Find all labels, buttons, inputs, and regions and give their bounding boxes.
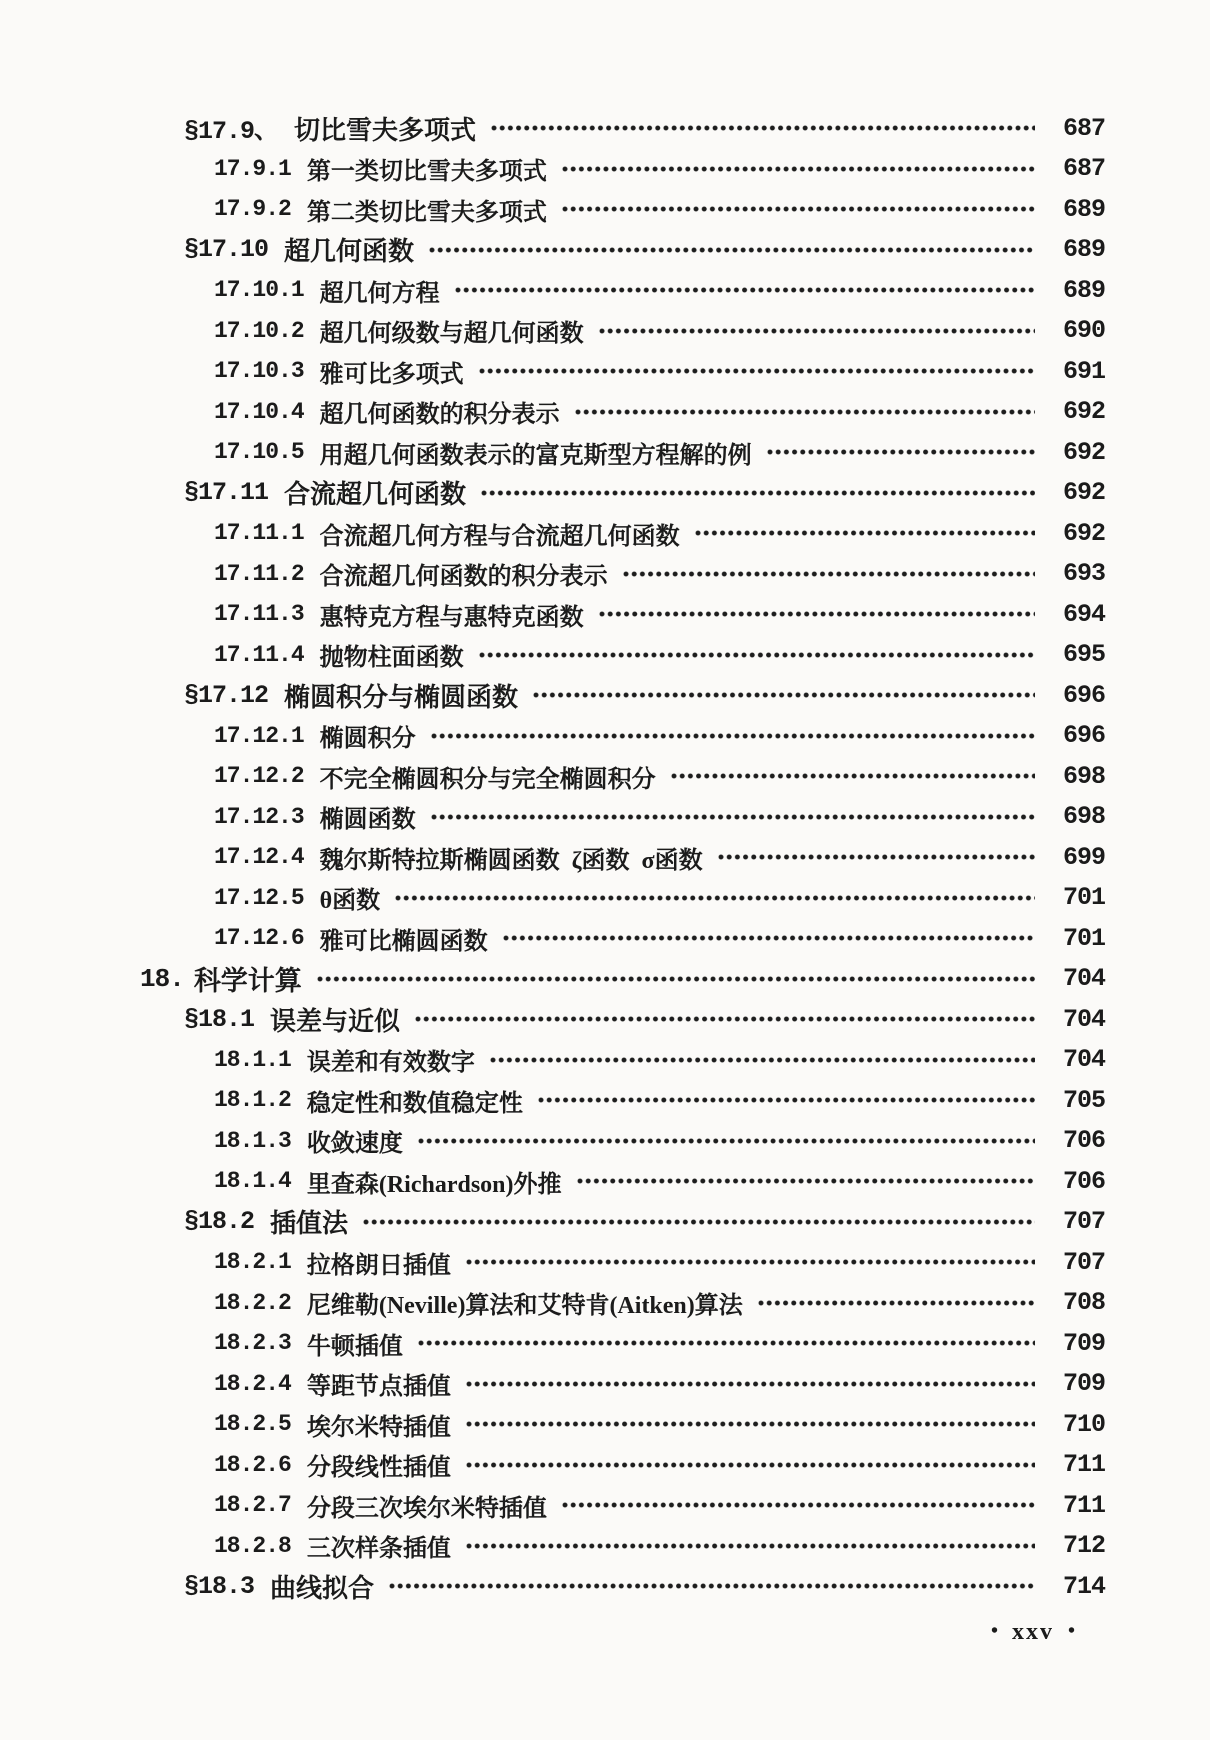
toc-entry-number: 17.12.4 xyxy=(214,844,304,871)
toc-entry-number: 18.1.2 xyxy=(214,1087,291,1114)
toc-entry-title: 椭圆函数 xyxy=(319,807,416,834)
toc-entry-number: 18.2.3 xyxy=(214,1330,291,1357)
toc-entry-number: 17.12.2 xyxy=(214,763,304,790)
dot-leader xyxy=(694,529,1035,537)
toc-entry-title: 抛物柱面函数 xyxy=(319,645,464,672)
toc-entry-number: §18.2 xyxy=(184,1207,255,1237)
dot-leader xyxy=(561,1501,1035,1509)
toc-entry-page: 698 xyxy=(1062,761,1105,791)
toc-entry-number: 18.2.7 xyxy=(214,1492,291,1519)
toc-entry-page: 709 xyxy=(1062,1369,1105,1399)
toc-entry-page: 707 xyxy=(1062,1207,1105,1237)
dot-leader xyxy=(576,1177,1036,1185)
toc-entry-number: 17.11.4 xyxy=(214,641,304,668)
dot-leader xyxy=(394,894,1035,902)
toc-entry-number: 18.1.4 xyxy=(214,1168,291,1195)
toc-entry-page: 689 xyxy=(1062,235,1105,265)
toc-entry xyxy=(140,837,1105,878)
dot-leader xyxy=(502,934,1035,942)
toc-entry-number: 17.10.1 xyxy=(214,277,304,304)
toc-entry-page: 711 xyxy=(1062,1450,1105,1480)
dot-leader xyxy=(465,1461,1035,1469)
toc-entry-title: 椭圆积分与椭圆函数 xyxy=(284,682,519,712)
toc-entry-page: 704 xyxy=(1062,964,1105,994)
toc-entry-title: 椭圆积分 xyxy=(319,726,416,753)
toc-entry-page: 693 xyxy=(1062,559,1105,589)
toc-entry-title: θ函数 xyxy=(319,888,381,915)
toc-entry-page: 706 xyxy=(1062,1126,1105,1156)
toc-entry-page: 689 xyxy=(1062,275,1105,305)
toc-entry-page: 689 xyxy=(1062,194,1105,224)
toc-entry-title: 收敛速度 xyxy=(306,1131,403,1158)
toc-entry-page: 709 xyxy=(1062,1328,1105,1358)
toc-entry-title: 第一类切比雪夫多项式 xyxy=(306,159,547,186)
toc-entry-title: 等距节点插值 xyxy=(306,1374,451,1401)
toc-entry-page: 701 xyxy=(1062,923,1105,953)
toc-entry xyxy=(140,554,1105,595)
dot-leader xyxy=(480,489,1035,497)
toc-entry-number: 17.9.2 xyxy=(214,196,291,223)
dot-leader xyxy=(537,1096,1035,1104)
toc-entry xyxy=(140,351,1105,392)
toc-entry-number: 18.1.3 xyxy=(214,1127,291,1154)
toc-entry-title: 尼维勒(Neville)算法和艾特肯(Aitken)算法 xyxy=(306,1293,743,1320)
toc-entry-page: 687 xyxy=(1062,154,1105,184)
toc-entry-page: 711 xyxy=(1062,1490,1105,1520)
toc-entry xyxy=(140,1121,1105,1162)
toc-entry-number: 18.2.8 xyxy=(214,1532,291,1559)
toc-entry-page: 714 xyxy=(1062,1571,1105,1601)
toc-entry-page: 710 xyxy=(1062,1409,1105,1439)
toc-entry-number: 17.12.6 xyxy=(214,925,304,952)
toc-entry-number: §17.12 xyxy=(184,680,269,710)
dot-leader xyxy=(478,651,1035,659)
toc-entry xyxy=(140,999,1105,1040)
toc-entry-number: 17.12.1 xyxy=(214,722,304,749)
dot-leader xyxy=(532,691,1035,699)
toc-entry-title: 分段线性插值 xyxy=(306,1455,451,1482)
toc-entry-page: 695 xyxy=(1062,640,1105,670)
toc-entry-number: 17.10.3 xyxy=(214,358,304,385)
toc-entry xyxy=(140,392,1105,433)
toc-entry-title: 用超几何函数表示的富克斯型方程解的例 xyxy=(319,442,752,469)
toc-entry xyxy=(140,1202,1105,1243)
dot-leader xyxy=(561,205,1035,213)
toc-entry xyxy=(140,1161,1105,1202)
toc-entry-title: 埃尔米特插值 xyxy=(306,1414,451,1441)
toc-entry-number: 17.11.2 xyxy=(214,560,304,587)
toc-entry-title: 牛顿插值 xyxy=(306,1333,403,1360)
dot-leader xyxy=(598,610,1035,618)
toc-entry xyxy=(140,432,1105,473)
toc-entry-title: 误差与近似 xyxy=(270,1006,401,1036)
toc-entry xyxy=(140,1242,1105,1283)
dot-leader xyxy=(766,448,1035,456)
toc-entry xyxy=(140,189,1105,230)
toc-entry-page: 707 xyxy=(1062,1247,1105,1277)
toc-entry-number: §18.3 xyxy=(184,1571,255,1601)
dot-leader xyxy=(316,975,1035,983)
toc-entry-title: 合流超几何方程与合流超几何函数 xyxy=(319,523,680,550)
toc-entry xyxy=(140,513,1105,554)
dot-leader xyxy=(417,1339,1035,1347)
toc-entry xyxy=(140,1526,1105,1567)
toc-entry-title: 拉格朗日插值 xyxy=(306,1252,451,1279)
toc-entry-number: 17.11.3 xyxy=(214,601,304,628)
toc-entry-number: 17.12.3 xyxy=(214,803,304,830)
toc-entry xyxy=(140,473,1105,514)
toc-entry-number: §18.1 xyxy=(184,1004,255,1034)
dot-leader xyxy=(717,853,1035,861)
toc-entry-page: 704 xyxy=(1062,1045,1105,1075)
toc-entry-page: 692 xyxy=(1062,478,1105,508)
toc-entry xyxy=(140,594,1105,635)
dot-leader xyxy=(598,327,1035,335)
dot-leader xyxy=(670,772,1035,780)
toc-entry-number: 18.2.4 xyxy=(214,1370,291,1397)
toc-entry-page: 696 xyxy=(1062,680,1105,710)
toc-entry xyxy=(140,1323,1105,1364)
dot-leader xyxy=(478,367,1035,375)
dot-leader xyxy=(757,1299,1035,1307)
toc-entry xyxy=(140,1566,1105,1607)
dot-leader xyxy=(388,1582,1035,1590)
footer-bullet-left: • xyxy=(990,1619,998,1642)
dot-leader xyxy=(561,165,1035,173)
toc-list xyxy=(140,108,1105,1607)
toc-entry-page: 696 xyxy=(1062,721,1105,751)
toc-entry-title: 插值法 xyxy=(270,1209,349,1239)
dot-leader xyxy=(622,570,1035,578)
toc-entry xyxy=(140,675,1105,716)
toc-entry-number: 17.11.1 xyxy=(214,520,304,547)
toc-entry-page: 690 xyxy=(1062,316,1105,346)
dot-leader xyxy=(414,1015,1035,1023)
toc-entry-title: 雅可比椭圆函数 xyxy=(319,928,488,955)
toc-entry xyxy=(140,797,1105,838)
toc-entry-number: 17.10.4 xyxy=(214,398,304,425)
dot-leader xyxy=(417,1137,1035,1145)
toc-entry xyxy=(140,230,1105,271)
toc-entry xyxy=(140,716,1105,757)
toc-entry xyxy=(140,635,1105,676)
toc-entry xyxy=(140,270,1105,311)
toc-entry-number: 17.9.1 xyxy=(214,155,291,182)
toc-entry-title: 科学计算 xyxy=(193,966,302,997)
toc-entry-page: 701 xyxy=(1062,883,1105,913)
dot-leader xyxy=(430,813,1035,821)
footer-page-number: xxv xyxy=(1011,1618,1054,1645)
toc-entry-title: 惠特克方程与惠特克函数 xyxy=(319,604,584,631)
toc-entry-page: 705 xyxy=(1062,1085,1105,1115)
dot-leader xyxy=(362,1218,1035,1226)
toc-entry-title: 不完全椭圆积分与完全椭圆积分 xyxy=(319,766,656,793)
dot-leader xyxy=(465,1258,1035,1266)
toc-entry xyxy=(140,959,1105,1000)
toc-entry-title: 曲线拟合 xyxy=(270,1573,375,1603)
dot-leader xyxy=(489,1056,1035,1064)
toc-entry-title: 合流超几何函数 xyxy=(284,480,467,510)
toc-entry xyxy=(140,311,1105,352)
toc-entry-number: §17.11 xyxy=(184,478,269,508)
toc-entry-number: 18.2.6 xyxy=(214,1451,291,1478)
toc-entry-title: 魏尔斯特拉斯椭圆函数 ζ函数 σ函数 xyxy=(319,847,703,874)
toc-entry-title: 超几何方程 xyxy=(319,280,440,307)
toc-entry-title: 里查森(Richardson)外推 xyxy=(306,1171,562,1198)
toc-entry-page: 708 xyxy=(1062,1288,1105,1318)
toc-entry-number: 18.2.5 xyxy=(214,1411,291,1438)
toc-entry-number: 18.2.2 xyxy=(214,1289,291,1316)
toc-entry-number: 17.10.5 xyxy=(214,439,304,466)
dot-leader xyxy=(428,246,1035,254)
toc-entry-number: §17.10 xyxy=(184,235,269,265)
toc-entry-title: 分段三次埃尔米特插值 xyxy=(306,1495,547,1522)
footer-bullet-right: • xyxy=(1067,1619,1075,1642)
toc-entry-number: 17.12.5 xyxy=(214,884,304,911)
toc-entry-page: 692 xyxy=(1062,518,1105,548)
toc-entry-title: 误差和有效数字 xyxy=(306,1050,475,1077)
toc-entry xyxy=(140,1364,1105,1405)
toc-entry-number: 18. xyxy=(140,963,184,994)
dot-leader xyxy=(465,1420,1035,1428)
toc-entry xyxy=(140,918,1105,959)
toc-entry-title: 超几何级数与超几何函数 xyxy=(319,321,584,348)
toc-entry xyxy=(140,108,1105,149)
toc-entry-page: 692 xyxy=(1062,437,1105,467)
toc-entry-title: 雅可比多项式 xyxy=(319,361,464,388)
toc-entry-title: 第二类切比雪夫多项式 xyxy=(306,199,547,226)
dot-leader xyxy=(430,732,1035,740)
toc-entry xyxy=(140,1404,1105,1445)
toc-entry-page: 694 xyxy=(1062,599,1105,629)
toc-entry-page: 699 xyxy=(1062,842,1105,872)
dot-leader xyxy=(490,124,1035,132)
toc-entry xyxy=(140,878,1105,919)
toc-entry-page: 706 xyxy=(1062,1166,1105,1196)
toc-entry-title: 稳定性和数值稳定性 xyxy=(306,1090,523,1117)
toc-entry-page: 704 xyxy=(1062,1004,1105,1034)
toc-entry-page: 712 xyxy=(1062,1531,1105,1561)
toc-entry-number: 18.2.1 xyxy=(214,1249,291,1276)
toc-entry-title: 三次样条插值 xyxy=(306,1536,451,1563)
toc-entry-number: 17.10.2 xyxy=(214,317,304,344)
toc-entry-title: 合流超几何函数的积分表示 xyxy=(319,564,608,591)
dot-leader xyxy=(465,1380,1035,1388)
toc-entry xyxy=(140,756,1105,797)
toc-entry xyxy=(140,1040,1105,1081)
toc-entry xyxy=(140,1445,1105,1486)
dot-leader xyxy=(454,286,1035,294)
toc-entry xyxy=(140,149,1105,190)
toc-entry xyxy=(140,1485,1105,1526)
toc-entry-title: 超几何函数的积分表示 xyxy=(319,402,560,429)
toc-entry-page: 687 xyxy=(1062,113,1105,143)
page-footer xyxy=(140,1619,1105,1646)
dot-leader xyxy=(574,408,1035,416)
toc-entry-page: 691 xyxy=(1062,356,1105,386)
toc-entry-number: 18.1.1 xyxy=(214,1046,291,1073)
toc-entry-page: 692 xyxy=(1062,397,1105,427)
toc-entry-title: 超几何函数 xyxy=(284,237,415,267)
toc-entry-page: 698 xyxy=(1062,802,1105,832)
toc-entry xyxy=(140,1283,1105,1324)
toc-entry xyxy=(140,1080,1105,1121)
toc-entry-number: §17.9、 xyxy=(184,117,279,147)
toc-entry-title: 切比雪夫多项式 xyxy=(294,115,477,145)
dot-leader xyxy=(465,1542,1035,1550)
